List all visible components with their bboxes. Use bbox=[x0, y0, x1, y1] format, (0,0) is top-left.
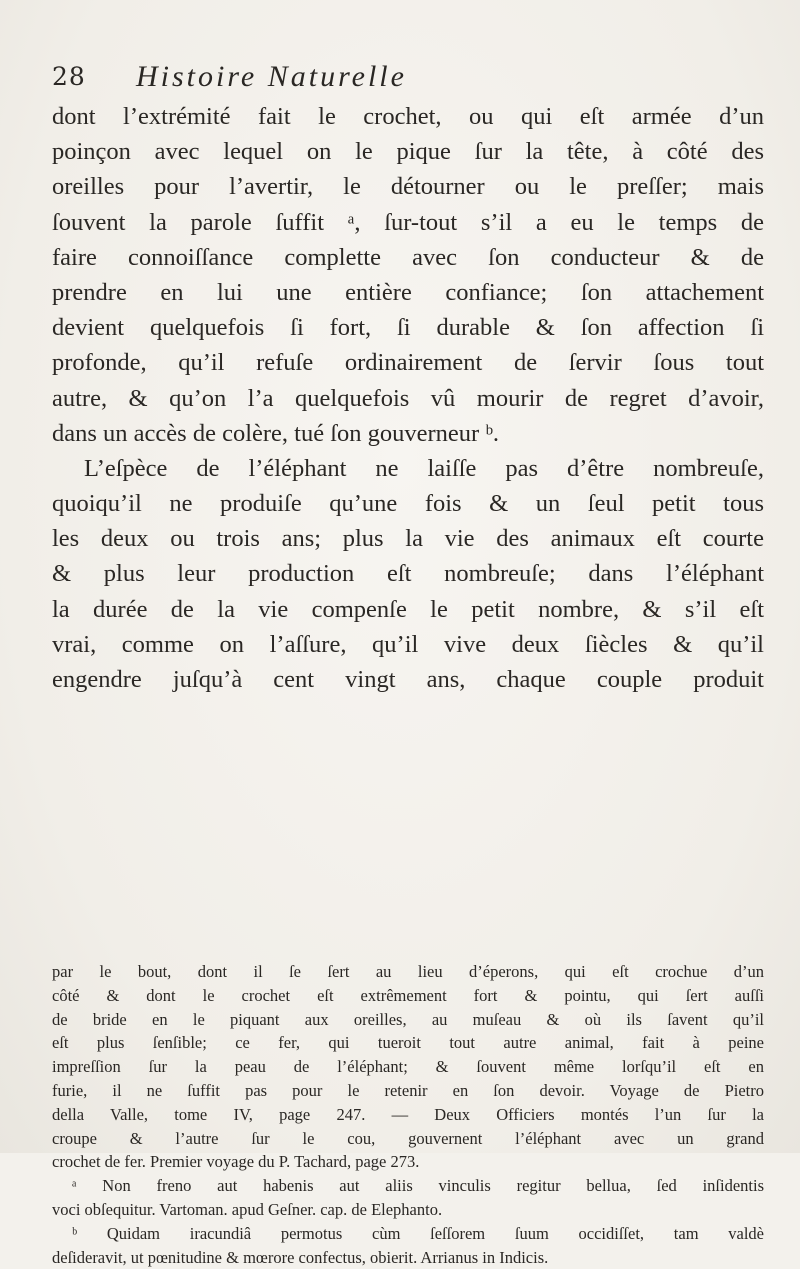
text-line: profonde, qu’il refuſe ordinairement de ſervir ſous tout bbox=[52, 349, 764, 377]
footnote-line: de bride en le piquant aux oreilles, au muſeau & où ils ſavent qu’il bbox=[52, 1009, 764, 1029]
text-line: quoiqu’il ne produiſe qu’une fois & un ſeul petit tous bbox=[52, 490, 764, 518]
running-head: Histoire Naturelle bbox=[136, 60, 407, 93]
text-line: engendre juſqu’à cent vingt ans, chaque couple produit bbox=[52, 666, 764, 693]
footnote-b-line: ᵇ Quidam iracundiâ permotus cùm ſeſſorem ſuum occidiſſet, tam valdè bbox=[72, 1223, 764, 1243]
footnote-line: impreſſion ſur la peau de l’éléphant; & ſouvent même lorſqu’il eſt en bbox=[52, 1057, 764, 1077]
text-line: la durée de la vie compenſe le petit nombre, & s’il eſt bbox=[52, 595, 764, 623]
footnote-line: della Valle, tome IV, page 247. — Deux Officiers montés l’un ſur la bbox=[52, 1104, 764, 1124]
footnote-b-line: deſideravit, ut pœnitudine & mœrore confectus, obierit. Arrianus in Indicis. bbox=[52, 1247, 549, 1267]
footnote-line: côté & dont le crochet eſt extrêmement fort & pointu, qui ſert auſſi bbox=[52, 985, 764, 1005]
text-line: dans un accès de colère, tué ſon gouverneur ᵇ. bbox=[52, 419, 500, 447]
footnote-a-line: voci obſequitur. Vartoman. apud Geſner. cap. de Elephanto. bbox=[52, 1199, 443, 1219]
footnote-a-line: ᵃ Non freno aut habenis aut aliis vinculis regitur bellua, ſed inſidentis bbox=[72, 1176, 764, 1196]
footnote-line: furie, il ne ſuffit pas pour le retenir en ſon devoir. Voyage de Pietro bbox=[52, 1080, 764, 1100]
footnote-line: eſt plus ſenſible; ce fer, qui tueroit tout autre animal, fait à peine bbox=[52, 1033, 764, 1053]
text-line: ſouvent la parole ſuffit ᵃ, ſur-tout s’il a eu le temps de bbox=[52, 208, 764, 236]
footnote-line: crochet de fer. Premier voyage du P. Tachard, page 273. bbox=[52, 1152, 420, 1172]
page-header bbox=[52, 60, 752, 100]
text-line: les deux ou trois ans; plus la vie des animaux eſt courte bbox=[52, 525, 764, 553]
text-line: devient quelquefois ſi fort, ſi durable & ſon affection ſi bbox=[52, 314, 764, 342]
text-line: dont l’extrémité fait le crochet, ou qui eſt armée d’un bbox=[52, 103, 764, 130]
footnote-line: croupe & l’autre ſur le cou, gouvernent l’éléphant avec un grand bbox=[52, 1128, 764, 1148]
main-text bbox=[52, 99, 764, 697]
text-line: prendre en lui une entière confiance; ſon attachement bbox=[52, 278, 764, 306]
footnote-line: par le bout, dont il ſe ſert au lieu d’éperons, qui eſt crochue d’un bbox=[52, 962, 764, 981]
text-line: autre, & qu’on l’a quelquefois vû mourir de regret d’avoir, bbox=[52, 384, 764, 412]
text-line: faire connoiſſance complette avec ſon conducteur & de bbox=[52, 243, 764, 271]
text-line: vrai, comme on l’aſſure, qu’il vive deux ſiècles & qu’il bbox=[52, 630, 764, 658]
page-number: 28 bbox=[52, 62, 86, 91]
text-line: & plus leur production eſt nombreuſe; dans l’éléphant bbox=[52, 560, 764, 588]
text-line: L’eſpèce de l’éléphant ne laiſſe pas d’être nombreuſe, bbox=[84, 454, 764, 482]
footnotes bbox=[52, 960, 764, 1269]
text-line: oreilles pour l’avertir, le détourner ou le preſſer; mais bbox=[52, 173, 764, 201]
text-line: poinçon avec lequel on le pique ſur la tête, à côté des bbox=[52, 138, 764, 166]
